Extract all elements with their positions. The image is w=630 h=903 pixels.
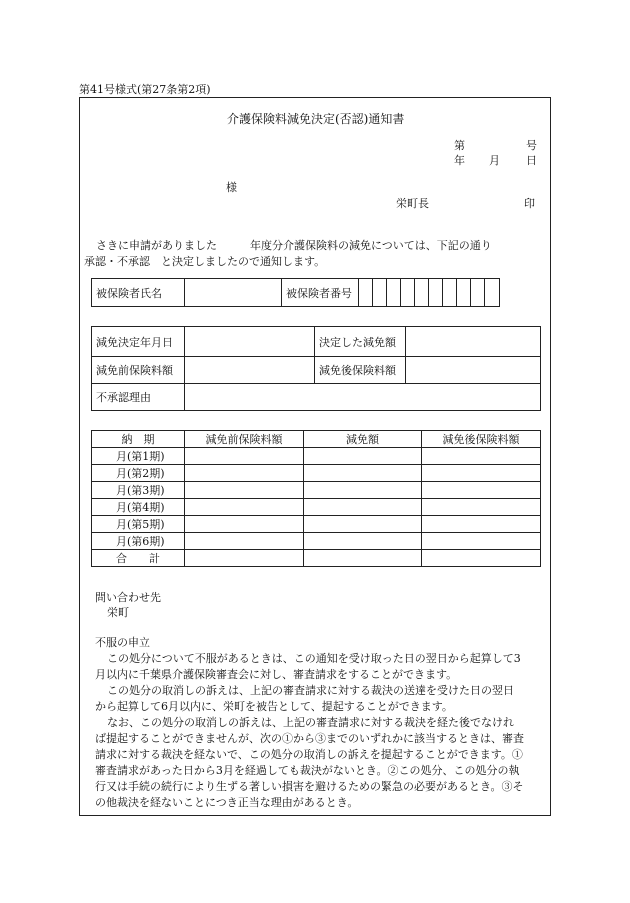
premium-before-value [185, 357, 315, 384]
installment-cell [304, 533, 422, 550]
appeal-line: 審査請求があった日から3月を経過しても裁決がないとき。②この処分、この処分の執 [95, 764, 520, 777]
appeal-line: 請求に対する裁決を経ないで、この処分の取消しの訴えを提起することができます。① [95, 748, 523, 761]
installment-period: 月(第3期) [92, 482, 185, 499]
appeal-line: この処分について不服があるときは、この通知を受け取った日の翌日から起算して3 [107, 652, 521, 665]
installment-period: 月(第6期) [92, 533, 185, 550]
installment-period: 月(第5期) [92, 516, 185, 533]
premium-after-value [406, 357, 541, 384]
column-header: 減免前保険料額 [185, 431, 304, 448]
installment-cell [185, 550, 304, 567]
insured-number-digit [387, 279, 401, 307]
appeal-text [95, 651, 545, 811]
installment-cell [422, 482, 541, 499]
installment-cell [185, 516, 304, 533]
installment-period: 月(第1期) [92, 448, 185, 465]
inquiry-office: 栄町 [107, 606, 129, 619]
doc-number-prefix: 第 [454, 139, 465, 152]
addressee-suffix: 様 [226, 181, 237, 194]
installment-table [91, 430, 541, 567]
appeal-line: から起算して6月以内に、栄町を被告として、提起することができます。 [95, 700, 453, 713]
appeal-line: なお、この処分の取消しの訴えは、上記の審査請求に対する裁決を経た後でなけれ [107, 716, 514, 729]
intro-line-2: 承認・不承認 と決定しましたので通知します。 [84, 255, 326, 268]
installment-cell [304, 550, 422, 567]
installment-cell [185, 448, 304, 465]
appeal-line: 行又は手続の続行により生ずる著しい損害を避けるための緊急の必要があるとき。③そ [95, 780, 524, 793]
premium-before-label: 減免前保険料額 [92, 357, 185, 384]
decision-date-label: 減免決定年月日 [92, 327, 185, 357]
insured-name-label: 被保険者氏名 [92, 279, 185, 307]
date-day: 日 [526, 154, 537, 167]
decision-table [91, 326, 541, 411]
appeal-line: ば提起することができませんが、次の①から③までのいずれかに該当するときは、審査 [95, 732, 524, 745]
column-header: 減免後保険料額 [422, 431, 541, 448]
rejection-reason-value [185, 384, 541, 411]
insured-number-digit [457, 279, 471, 307]
date-year: 年 [454, 154, 465, 167]
insured-number-digit [485, 279, 500, 307]
installment-cell [185, 482, 304, 499]
installment-cell [304, 465, 422, 482]
decision-amount-value [406, 327, 541, 357]
decision-date-value [185, 327, 315, 357]
installment-period: 月(第4期) [92, 499, 185, 516]
installment-cell [185, 499, 304, 516]
date-month: 月 [489, 154, 500, 167]
insured-number-digit [359, 279, 373, 307]
form-caption: 第41号様式(第27条第2項) [79, 83, 211, 96]
insured-number-digit [429, 279, 443, 307]
insured-name-value [185, 279, 282, 307]
appeal-line: 月以内に千葉県介護保険審査会に対し、審査請求をすることができます。 [95, 668, 458, 681]
insured-number-digit [415, 279, 429, 307]
insured-number-digit [373, 279, 387, 307]
inquiry-label: 問い合わせ先 [95, 591, 161, 604]
insured-number-digit [401, 279, 415, 307]
installment-cell [304, 516, 422, 533]
doc-number-suffix: 号 [526, 139, 537, 152]
appeal-line: の他裁決を経ないことにつき正当な理由があるとき。 [95, 796, 359, 809]
appeal-line: この処分の取消しの訴えは、上記の審査請求に対する裁決の送達を受けた日の翌日 [107, 684, 514, 697]
insured-number-label: 被保険者番号 [282, 279, 359, 307]
decision-amount-label: 決定した減免額 [315, 327, 406, 357]
installment-period: 月(第2期) [92, 465, 185, 482]
document-title: 介護保険料減免決定(否認)通知書 [227, 112, 405, 126]
issuer-name: 栄町長 [396, 197, 429, 210]
column-header: 減免額 [304, 431, 422, 448]
installment-cell [422, 465, 541, 482]
installment-cell [304, 482, 422, 499]
installment-cell [422, 516, 541, 533]
insured-number-digit [471, 279, 485, 307]
installment-cell [304, 499, 422, 516]
installment-cell [185, 533, 304, 550]
installment-cell [185, 465, 304, 482]
installment-cell [422, 499, 541, 516]
appeal-heading: 不服の申立 [95, 636, 150, 649]
installment-cell [422, 550, 541, 567]
installment-cell [304, 448, 422, 465]
installment-cell [422, 448, 541, 465]
installment-total-label: 合 計 [92, 550, 185, 567]
installment-cell [422, 533, 541, 550]
rejection-reason-label: 不承認理由 [92, 384, 185, 411]
insured-number-digit [443, 279, 457, 307]
intro-line-1: さきに申請がありました 年度分介護保険料の減免については、下記の通り [96, 239, 492, 252]
premium-after-label: 減免後保険料額 [315, 357, 406, 384]
insured-table [91, 278, 500, 307]
seal-mark: 印 [524, 197, 535, 210]
column-header: 納 期 [92, 431, 185, 448]
